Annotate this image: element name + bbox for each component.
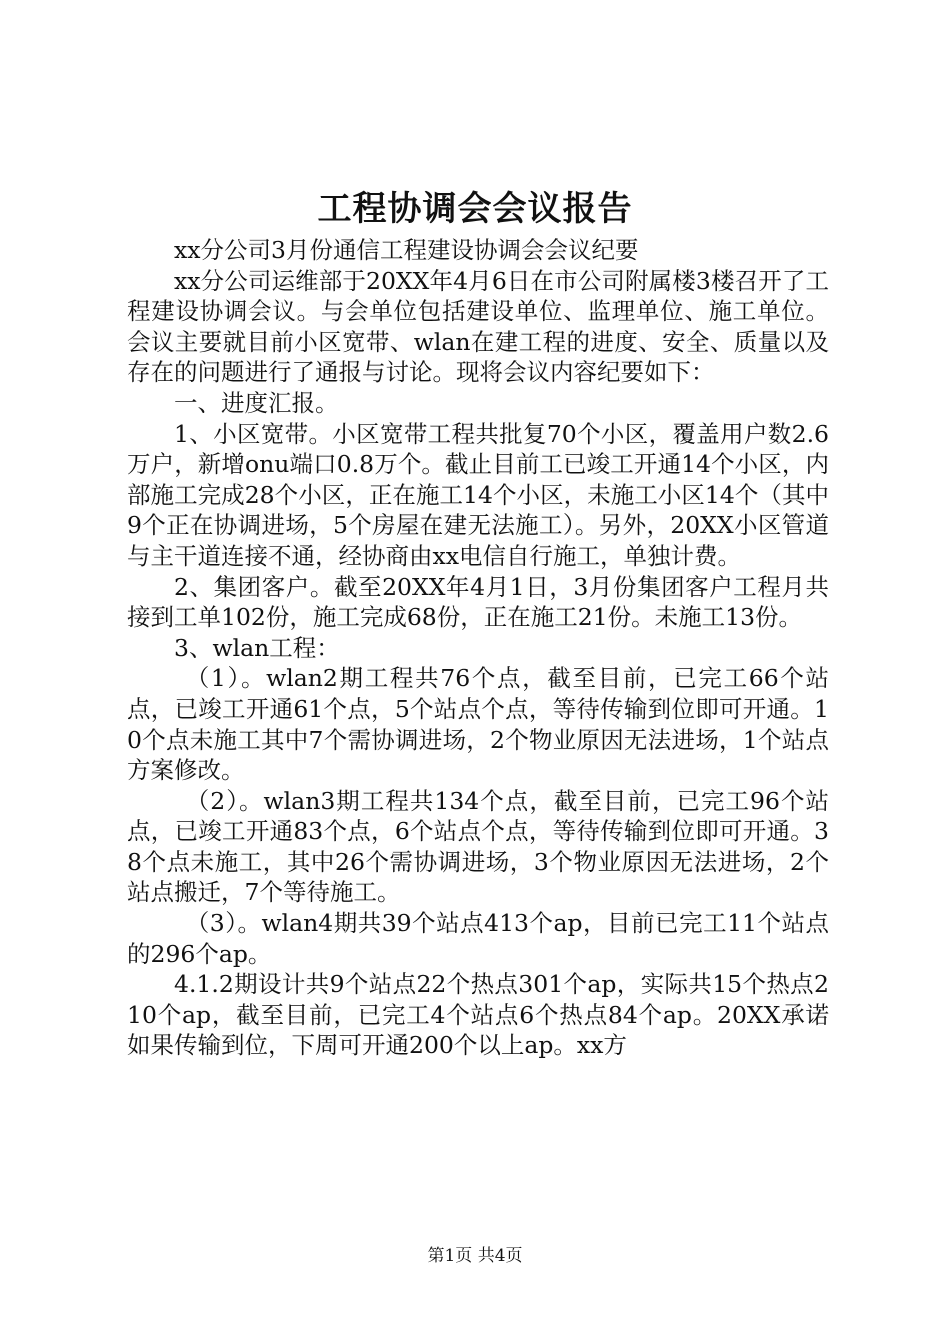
paragraph-wlan-phase2: （1）。wlan2期工程共76个点，截至目前，已完工66个站点，已竣工开通61个点，5个站点个点，等待传输到位即可开通。10个点未施工其中7个需协调进场，2个物业原因无法进场，1个站点方案修改。 bbox=[127, 664, 829, 785]
paragraph-wlan-phase3: （2）。wlan3期工程共134个点，截至目前，已完工96个站点，已竣工开通83个点，6个站点个点，等待传输到位即可开通。38个点未施工，其中26个需协调进场，3个物业原因无法进场，2个站点搬迁，7个等待施工。 bbox=[127, 786, 829, 907]
paragraph-intro: xx分公司运维部于20XX年4月6日在市公司附属楼3楼召开了工程建设协调会议。与会单位包括建设单位、监理单位、施工单位。会议主要就目前小区宽带、wlan在建工程的进度、安全、质量以及存在的问题进行了通报与讨论。现将会议内容纪要如下： bbox=[127, 266, 829, 387]
section-heading-progress: 一、进度汇报。 bbox=[174, 388, 339, 417]
document-title: 工程协调会会议报告 bbox=[317, 189, 633, 229]
paragraph-broadband: 1、小区宽带。小区宽带工程共批复70个小区，覆盖用户数2.6万户，新增onu端口0.8万个。截止目前工已竣工开通14个小区，内部施工完成28个小区，正在施工14个小区，未施工小区14个（其中9个正在协调进场，5个房屋在建无法施工）。另外，20XX小区管道与主干道连接不通，经协商由xx电信自行施工，单独计费。 bbox=[127, 419, 829, 570]
paragraph-subtitle: xx分公司3月份通信工程建设协调会会议纪要 bbox=[174, 236, 639, 264]
document-body bbox=[127, 235, 829, 1061]
paragraph-group-clients: 2、集团客户。截至20XX年4月1日，3月份集团客户工程月共接到工单102份，施工完成68份，正在施工21份。未施工13份。 bbox=[127, 572, 829, 632]
paragraph-wlan-phase4: （3）。wlan4期共39个站点413个ap，目前已完工11个站点的296个ap。 bbox=[127, 909, 829, 968]
paragraph-wlan-heading: 3、wlan工程： bbox=[174, 633, 340, 662]
paragraph-design: 4.1.2期设计共9个站点22个热点301个ap，实际共15个热点210个ap，截至目前，已完工4个站点6个热点84个ap。20XX承诺如果传输到位，下周可开通200个以上ap。xx方 bbox=[127, 970, 829, 1060]
page-number: 第1页 共4页 bbox=[427, 1246, 523, 1266]
